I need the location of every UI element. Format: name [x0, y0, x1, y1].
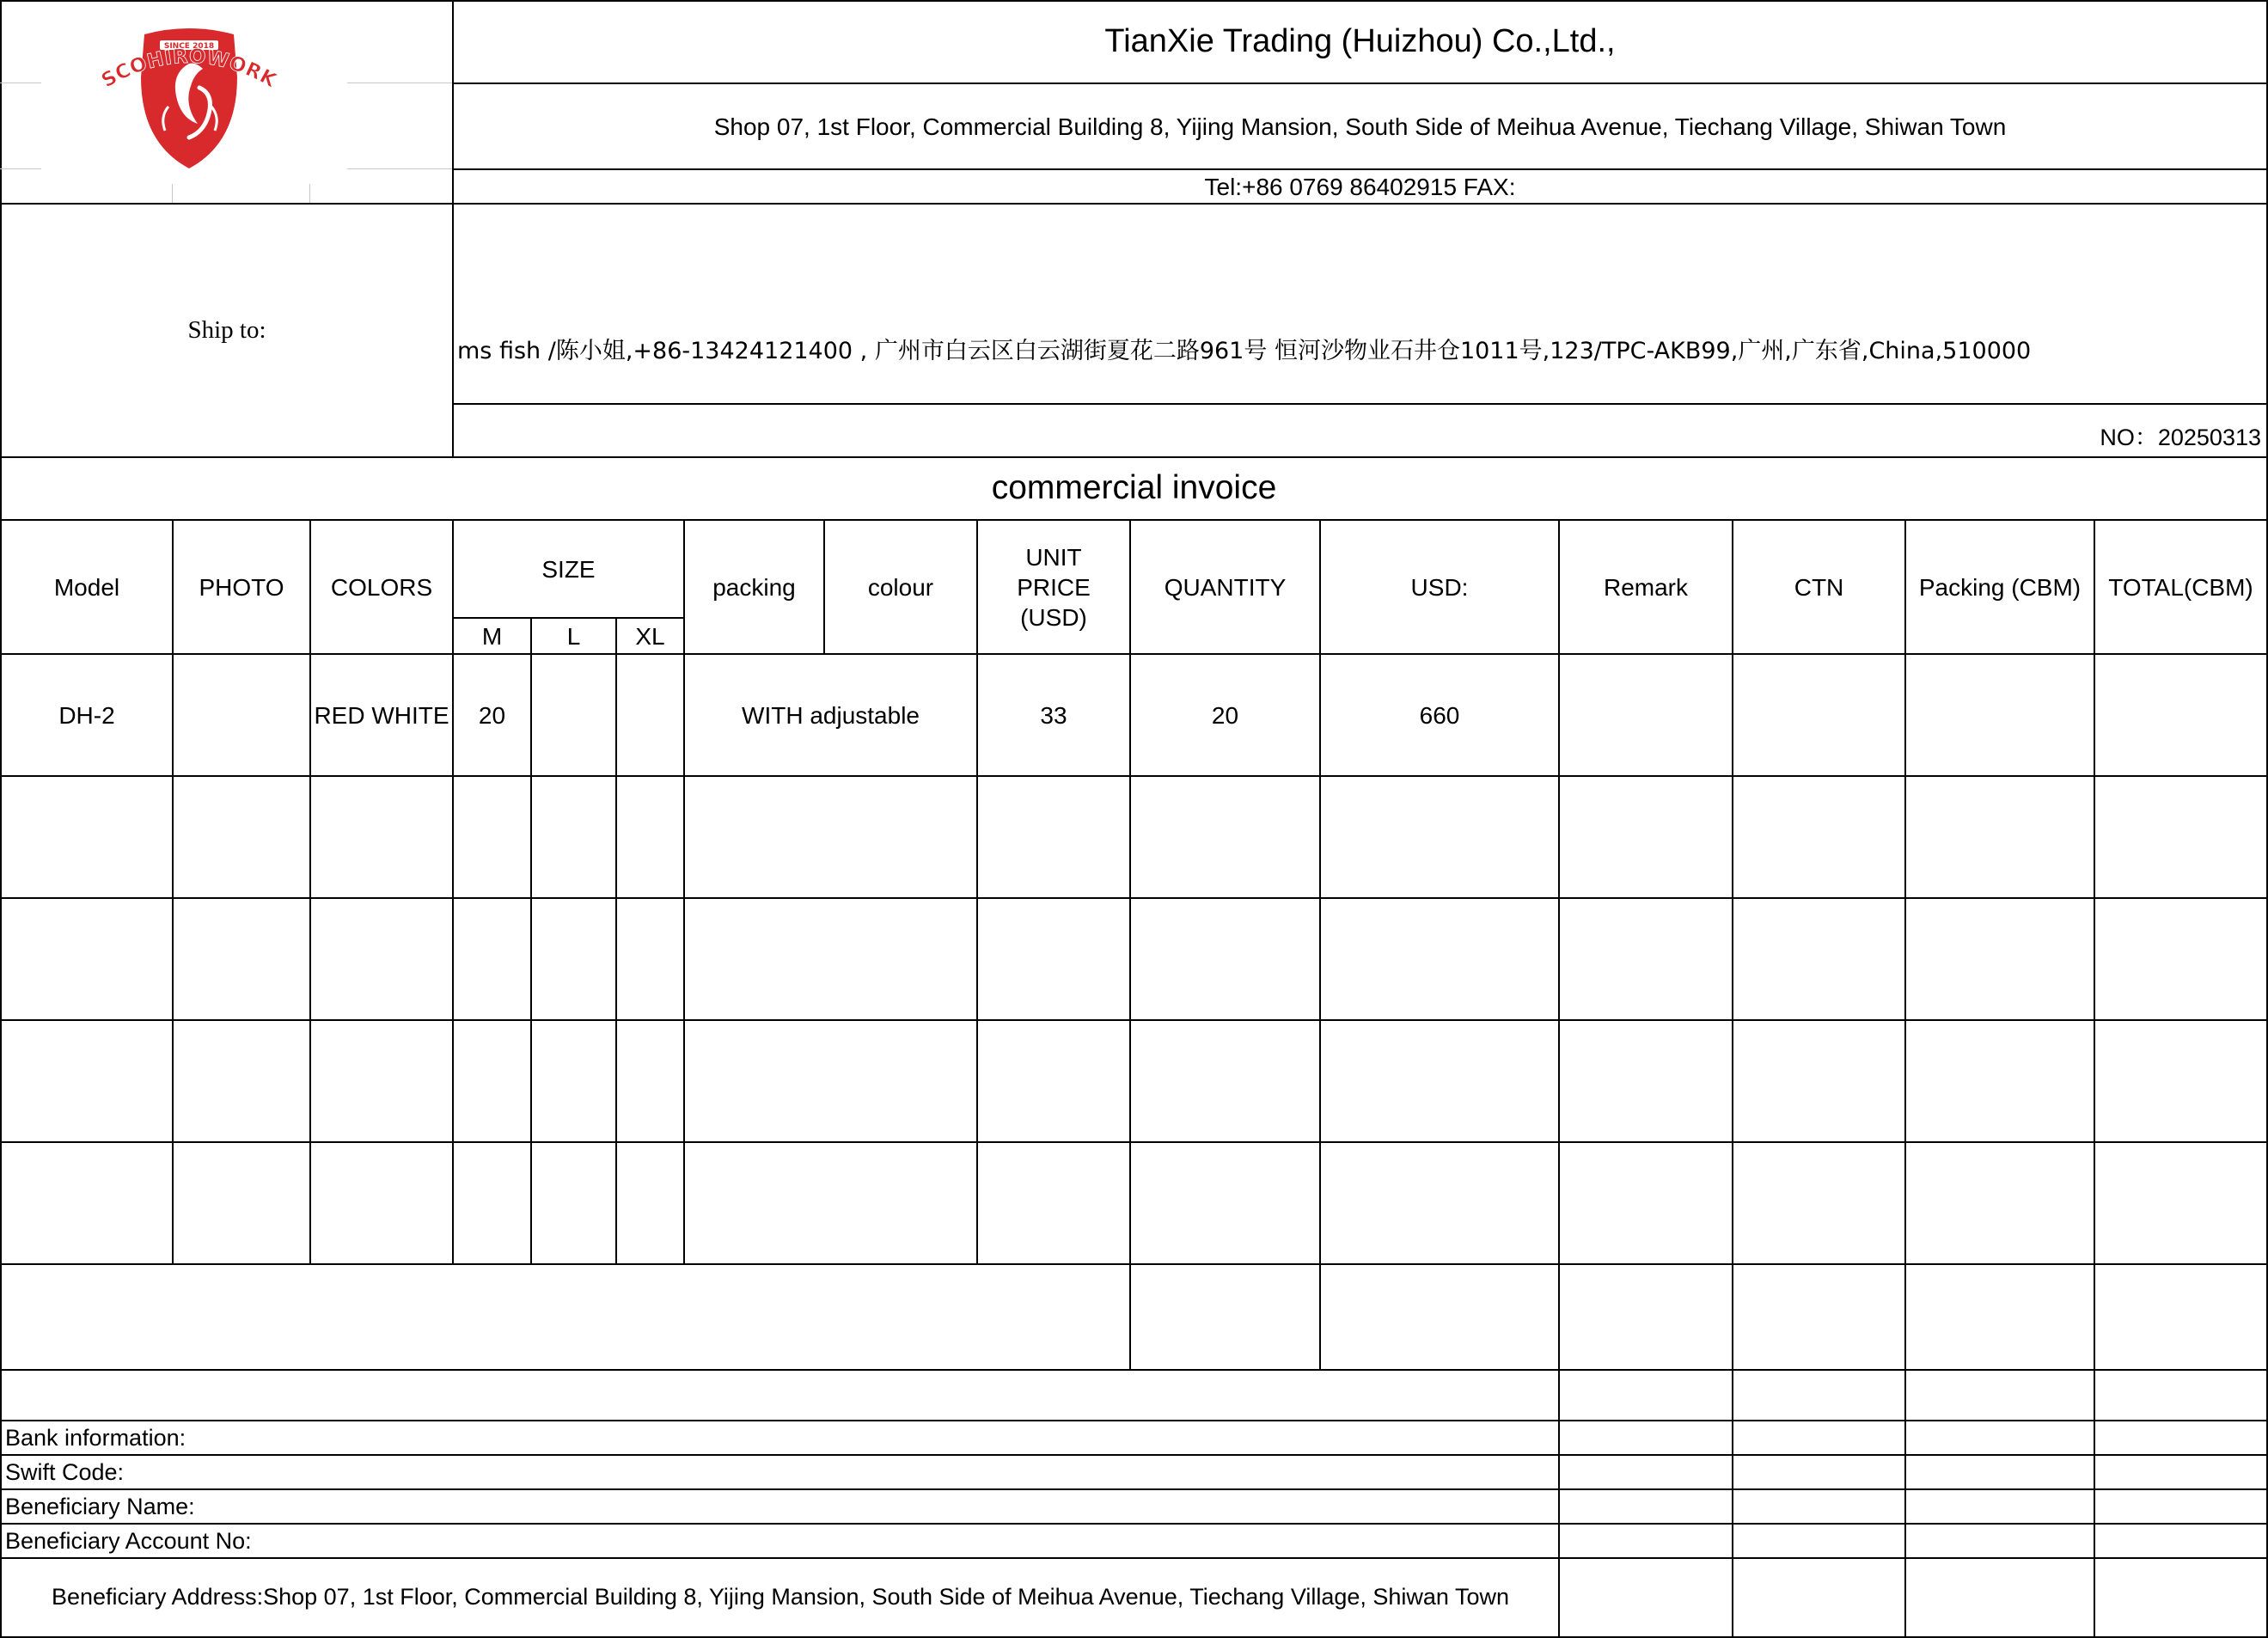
line: [0, 775, 2268, 777]
line: [0, 1488, 2268, 1490]
line: [530, 617, 532, 1264]
swift-code-label: Swift Code:: [5, 1458, 125, 1485]
col-header-size-xl: XL: [635, 622, 665, 650]
row-1-size-m: 20: [478, 701, 506, 729]
line: [0, 1369, 2268, 1371]
col-header-usd: USD:: [1410, 573, 1469, 601]
beneficiary-address: Beneficiary Address:Shop 07, 1st Floor, Commercial Building 8, Yijing Mansion, South Side of Meihua Avenue, Tiechang Village, Shiwan Town: [51, 1584, 1509, 1610]
since-text: SINCE 2018: [163, 42, 215, 51]
scohirowork-shield-logo: [86, 24, 292, 179]
ship-to-value: ms fish /陈小姐,+86-13424121400 , 广州市白云区白云湖街夏花二路961号 恒河沙物业石井仓1011号,123/TPC-AKB99,广州,广东省,China,510000: [457, 338, 2032, 364]
line: [452, 403, 2268, 405]
line: [1558, 519, 1560, 1638]
line: [0, 1523, 2268, 1525]
brand-text: SCOHIROWORK: [97, 45, 281, 93]
line: [1732, 519, 1733, 1638]
col-header-quantity: QUANTITY: [1164, 573, 1287, 601]
line: [0, 897, 2268, 899]
beneficiary-account-label: Beneficiary Account No:: [5, 1527, 252, 1554]
bank-information-label: Bank information:: [5, 1424, 186, 1451]
col-header-photo: PHOTO: [199, 573, 284, 601]
col-header-size-l: L: [566, 622, 581, 650]
line: [0, 168, 41, 169]
line: [347, 168, 452, 169]
col-header-packing-cbm: Packing (CBM): [1918, 573, 2082, 601]
col-header-model: Model: [53, 573, 120, 601]
row-1-packing: WITH adjustable: [742, 701, 920, 729]
row-1-usd: 660: [1419, 701, 1460, 729]
col-header-remark: Remark: [1603, 573, 1688, 601]
row-1-colors: RED WHITE: [314, 701, 449, 729]
col-header-total-cbm: TOTAL(CBM): [2108, 573, 2253, 601]
line: [172, 184, 173, 203]
row-1-quantity: 20: [1211, 701, 1239, 729]
line: [0, 1454, 2268, 1456]
invoice-number: NO：20250313: [2100, 425, 2261, 450]
invoice-title: commercial invoice: [991, 469, 1277, 507]
line: [0, 1141, 2268, 1143]
row-1-unit-price: 33: [1040, 701, 1067, 729]
line: [309, 184, 310, 203]
line: [2094, 519, 2095, 1638]
col-header-ctn: CTN: [1794, 573, 1844, 601]
col-header-colour: colour: [867, 573, 934, 601]
line: [0, 1420, 2268, 1421]
company-contact: Tel:+86 0769 86402915 FAX:: [1204, 173, 1516, 200]
col-header-colors: COLORS: [330, 573, 433, 601]
col-header-size: SIZE: [541, 555, 596, 583]
company-address: Shop 07, 1st Floor, Commercial Building 8, Yijing Mansion, South Side of Meihua Avenue, Tiechang Village, Shiwan Town: [713, 113, 2007, 140]
line: [1904, 519, 1906, 1638]
col-header-size-m: M: [481, 622, 503, 650]
line: [615, 617, 617, 1264]
ship-to-label: Ship to:: [187, 316, 266, 345]
col-header-unit-price: UNIT PRICE (USD): [1017, 543, 1091, 631]
beneficiary-name-label: Beneficiary Name:: [5, 1493, 195, 1519]
line: [0, 1263, 2268, 1265]
row-1-model: DH-2: [58, 701, 115, 729]
line: [0, 1019, 2268, 1021]
company-name: TianXie Trading (Huizhou) Co.,Ltd.,: [1104, 23, 1616, 60]
col-header-packing: packing: [712, 573, 796, 601]
